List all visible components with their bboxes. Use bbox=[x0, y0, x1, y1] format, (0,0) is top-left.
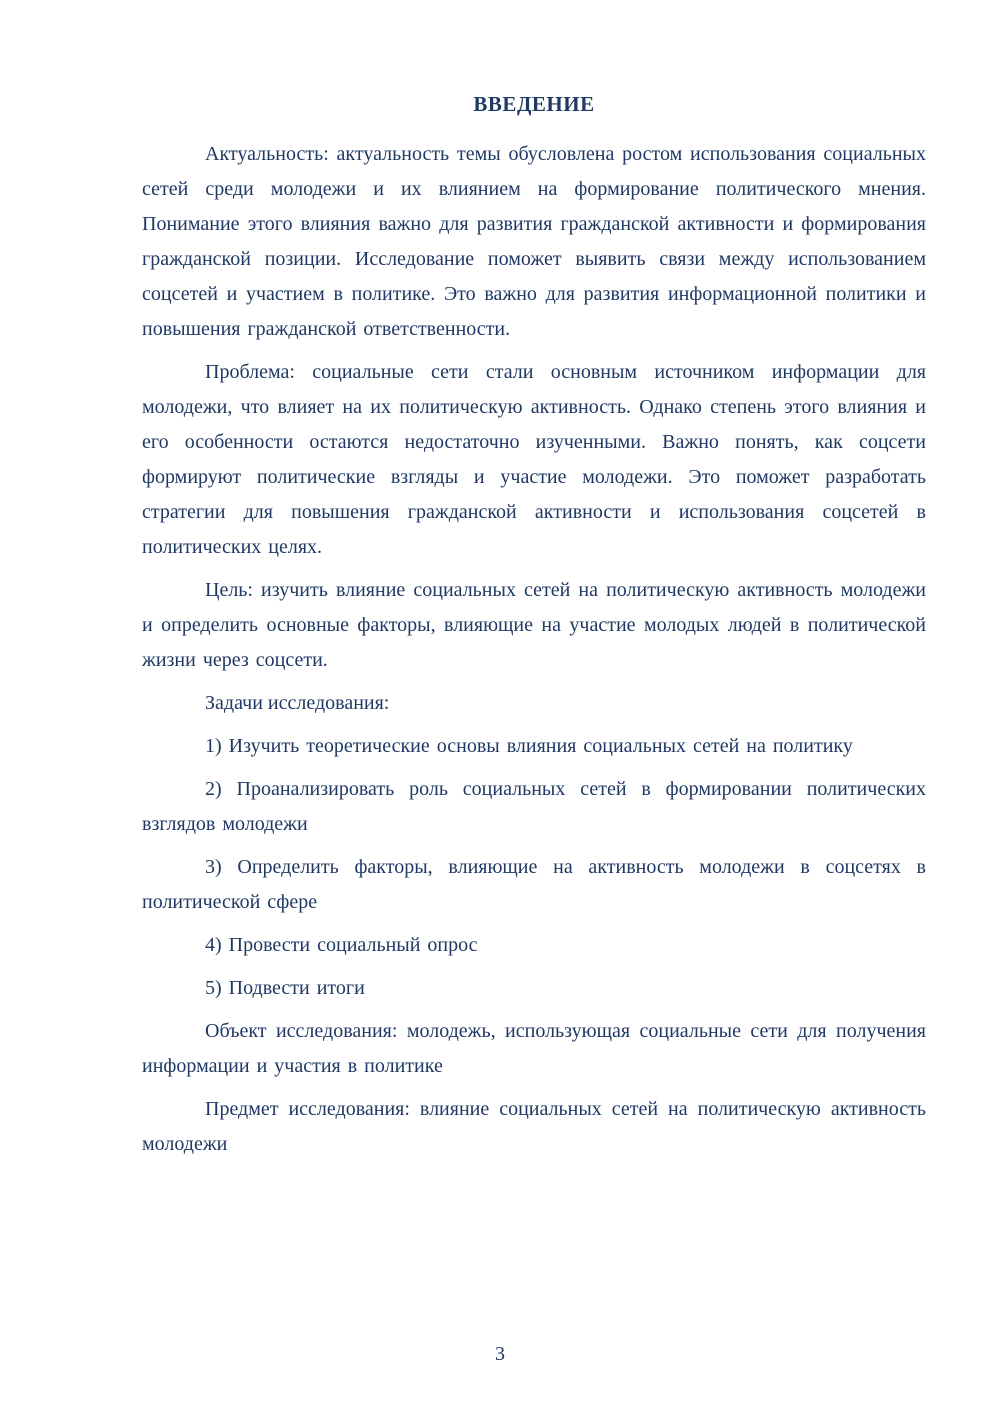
task-item-3: 3) Определить факторы, влияющие на активность молодежи в соцсетях в политической сфере bbox=[142, 856, 926, 913]
paragraph-object: Объект исследования: молодежь, использующая социальные сети для получения информации и участия в политике bbox=[142, 1020, 926, 1077]
task-item-1: 1) Изучить теоретические основы влияния социальных сетей на политику bbox=[205, 735, 853, 757]
task-item-2: 2) Проанализировать роль социальных сетей в формировании политических взглядов молодежи bbox=[142, 778, 926, 835]
tasks-heading: Задачи исследования: bbox=[205, 692, 390, 714]
paragraph-subject: Предмет исследования: влияние социальных сетей на политическую активность молодежи bbox=[142, 1098, 926, 1155]
paragraph-problem: Проблема: социальные сети стали основным источником информации для молодежи, что влияет на их политическую активность. Однако степень этого влияния и его особенности остаются недостаточно изученными. Важно понять, как соцсети формируют политические взгляды и участие молодежи. Это поможет разработать стратегии для повышения гражданской активности и использования соцсетей в политических целях. bbox=[142, 361, 926, 558]
task-item-5: 5) Подвести итоги bbox=[205, 977, 365, 999]
paragraph-goal: Цель: изучить влияние социальных сетей на политическую активность молодежи и определить основные факторы, влияющие на участие молодых людей в политической жизни через соцсети. bbox=[142, 579, 926, 671]
paragraph-relevance: Актуальность: актуальность темы обусловлена ростом использования социальных сетей среди молодежи и их влиянием на формирование политического мнения. Понимание этого влияния важно для развития гражданской активности и формирования гражданской позиции. Исследование поможет выявить связи между использованием соцсетей и участием в политике. Это важно для развития информационной политики и повышения гражданской ответственности. bbox=[142, 143, 926, 340]
page-number: 3 bbox=[495, 1343, 505, 1365]
task-item-4: 4) Провести социальный опрос bbox=[205, 934, 478, 956]
page-title: ВВЕДЕНИЕ bbox=[473, 92, 595, 116]
